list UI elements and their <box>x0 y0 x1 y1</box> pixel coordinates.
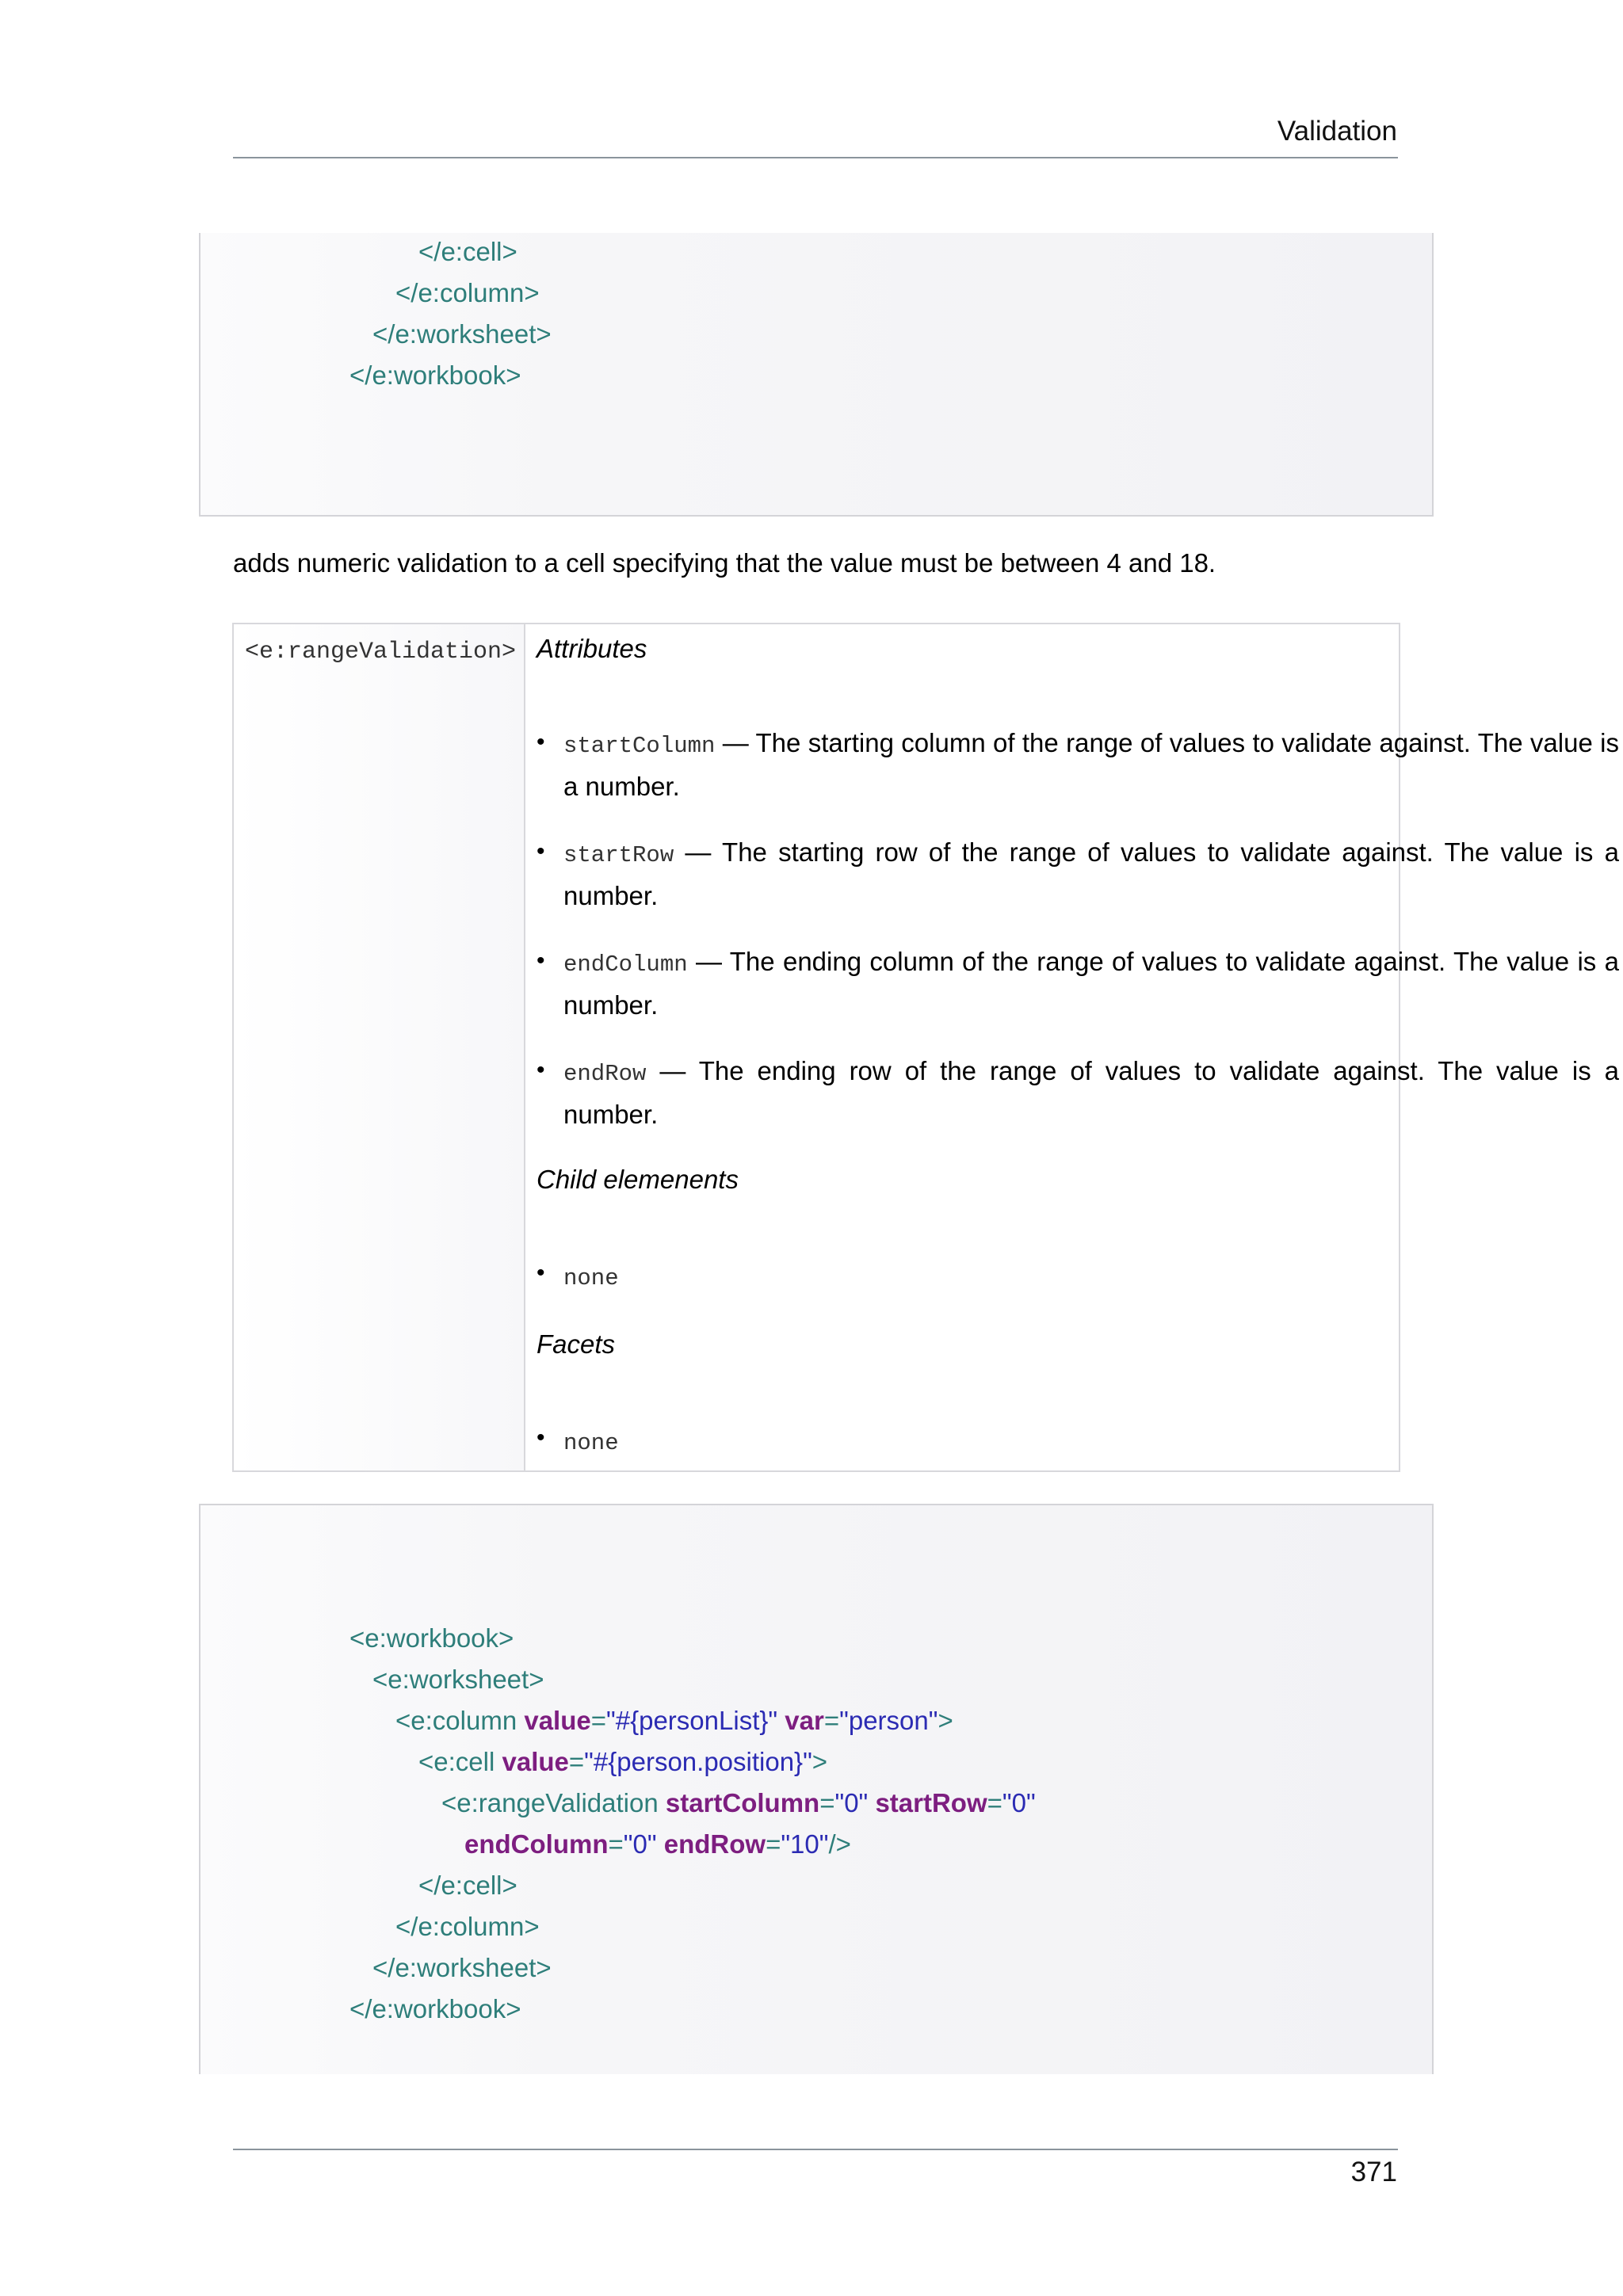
attribute-item <box>563 723 1619 807</box>
code-line-5: <e:rangeValidation startColumn="0" startRow="0" <box>441 1788 1036 1817</box>
attribute-desc: — The starting row of the range of values to validate against. The value is a number. <box>563 837 1619 910</box>
code-top-line-2: </e:column> <box>395 278 540 307</box>
attribute-desc: — The starting column of the range of values to validate against. The value is a number. <box>563 728 1619 801</box>
footer-rule <box>233 2149 1398 2150</box>
attribute-name: endRow <box>563 1061 647 1087</box>
attribute-name: endColumn <box>563 952 688 978</box>
attributes-heading: Attributes <box>537 634 647 663</box>
code-line-3: <e:column value="#{personList}" var="person"> <box>395 1706 953 1735</box>
bullet-icon: • <box>537 948 545 974</box>
code-line-9: </e:worksheet> <box>372 1953 552 1982</box>
code-line-8: </e:column> <box>395 1912 540 1941</box>
header-title: Validation <box>1277 116 1397 147</box>
attribute-name: startRow <box>563 842 674 868</box>
code-top-line-3: </e:worksheet> <box>372 319 552 349</box>
attribute-name: startColumn <box>563 733 716 759</box>
attribute-item <box>563 941 1619 1025</box>
page-number: 371 <box>1350 2157 1397 2187</box>
reference-element-name: <e:rangeValidation> <box>245 639 517 666</box>
attribute-desc: — The ending row of the range of values to validate against. The value is a number. <box>563 1056 1619 1129</box>
facet-item: none <box>563 1430 619 1456</box>
code-line-1: <e:workbook> <box>349 1623 514 1653</box>
attribute-desc: — The ending column of the range of values to validate against. The value is a number. <box>563 947 1619 1020</box>
header-rule <box>233 157 1398 158</box>
reference-table <box>232 623 1619 1472</box>
bullet-icon: • <box>537 1425 545 1451</box>
code-line-6: endColumn="0" endRow="10"/> <box>464 1829 851 1859</box>
facets-heading: Facets <box>537 1329 616 1359</box>
children-heading: Child elemenents <box>537 1165 739 1194</box>
code-line-7: </e:cell> <box>418 1871 517 1900</box>
code-top-line-4: </e:workbook> <box>349 360 521 390</box>
code-top-line-1: </e:cell> <box>418 237 517 266</box>
attribute-item <box>563 1051 1619 1135</box>
code-line-2: <e:worksheet> <box>372 1665 544 1694</box>
code-line-4: <e:cell value="#{person.position}"> <box>418 1747 828 1776</box>
code-line-10: </e:workbook> <box>349 1994 521 2023</box>
reference-element-cell <box>234 624 525 1470</box>
child-item: none <box>563 1265 619 1291</box>
bullet-icon: • <box>537 838 545 864</box>
attribute-item <box>563 832 1619 916</box>
bullet-icon: • <box>537 1057 545 1083</box>
description-paragraph: adds numeric validation to a cell specifying that the value must be between 4 and 18. <box>233 548 1216 578</box>
bullet-icon: • <box>537 729 545 755</box>
bullet-icon: • <box>537 1260 545 1286</box>
